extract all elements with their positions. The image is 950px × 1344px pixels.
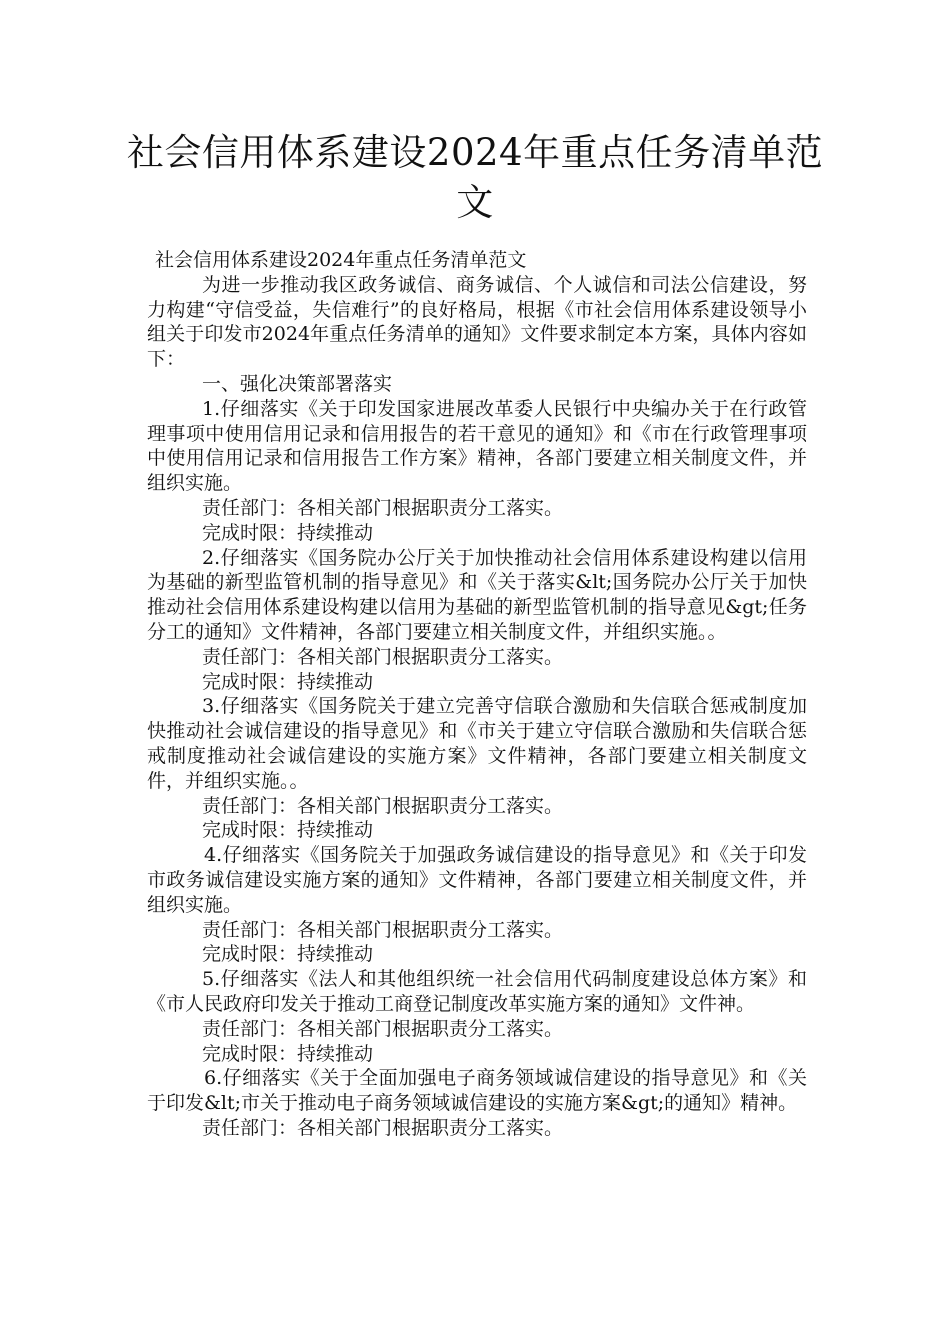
paragraph: 责任部门：各相关部门根据职责分工落实。 xyxy=(202,918,564,941)
paragraph: 完成时限：持续推动 xyxy=(202,1042,374,1065)
paragraph: 责任部门：各相关部门根据职责分工落实。 xyxy=(202,1017,564,1040)
paragraph: 完成时限：持续推动 xyxy=(202,819,374,842)
paragraph: 完成时限：持续推动 xyxy=(202,943,374,966)
paragraph: 5.仔细落实《法人和其他组织统一社会信用代码制度建设总体方案》和《市人民政府印发关于推动工商登记制度改革实施方案的通知》文件神。 xyxy=(147,968,807,1015)
paragraph: 2.仔细落实《国务院办公厅关于加快推动社会信用体系建设构建以信用为基础的新型监管机制的指导意见》和《关于落实&lt;国务院办公厅关于加快推动社会信用体系建设构建以信用为基础的新型监管机制的指导意见&gt;任务分工的通知》文件精神，各部门要建立相关制度文件，并组织实施。。 xyxy=(147,546,807,643)
paragraph: 责任部门：各相关部门根据职责分工落实。 xyxy=(202,645,564,668)
document-body xyxy=(147,248,807,1141)
paragraph: 社会信用体系建设2024年重点任务清单范文 xyxy=(155,249,527,271)
paragraph: 6.仔细落实《关于全面加强电子商务领域诚信建设的指导意见》和《关于印发&lt;市关于推动电子商务领域诚信建设的实施方案&gt;的通知》精神。 xyxy=(147,1067,807,1115)
document-title: 社会信用体系建设2024年重点任务清单范文 xyxy=(126,131,824,224)
paragraph: 责任部门：各相关部门根据职责分工落实。 xyxy=(202,1116,564,1139)
paragraph: 完成时限：持续推动 xyxy=(202,521,374,544)
paragraph: 为进一步推动我区政务诚信、商务诚信、个人诚信和司法公信建设，努力构建“守信受益，失信难行”的良好格局，根据《市社会信用体系建设领导小组关于印发市2024年重点任务清单的通知》文件要求制定本方案，具体内容如下： xyxy=(147,273,807,371)
paragraph: 责任部门：各相关部门根据职责分工落实。 xyxy=(202,794,564,817)
paragraph: 一、强化决策部署落实 xyxy=(202,372,393,395)
paragraph: 4.仔细落实《国务院关于加强政务诚信建设的指导意见》和《关于印发市政务诚信建设实施方案的通知》文件精神，各部门要建立相关制度文件，并组织实施。 xyxy=(147,844,807,916)
paragraph: 1.仔细落实《关于印发国家进展改革委人民银行中央编办关于在行政管理事项中使用信用记录和信用报告的若干意见的通知》和《市在行政管理事项中使用信用记录和信用报告工作方案》精神，各部门要建立相关制度文件，并组织实施。 xyxy=(147,397,807,495)
paragraph: 责任部门：各相关部门根据职责分工落实。 xyxy=(202,496,564,519)
paragraph: 完成时限：持续推动 xyxy=(202,670,374,693)
paragraph: 3.仔细落实《国务院关于建立完善守信联合激励和失信联合惩戒制度加快推动社会诚信建设的指导意见》和《市关于建立守信联合激励和失信联合惩戒制度推动社会诚信建设的实施方案》文件精神，各部门要建立相关制度文件，并组织实施。。 xyxy=(147,695,807,792)
